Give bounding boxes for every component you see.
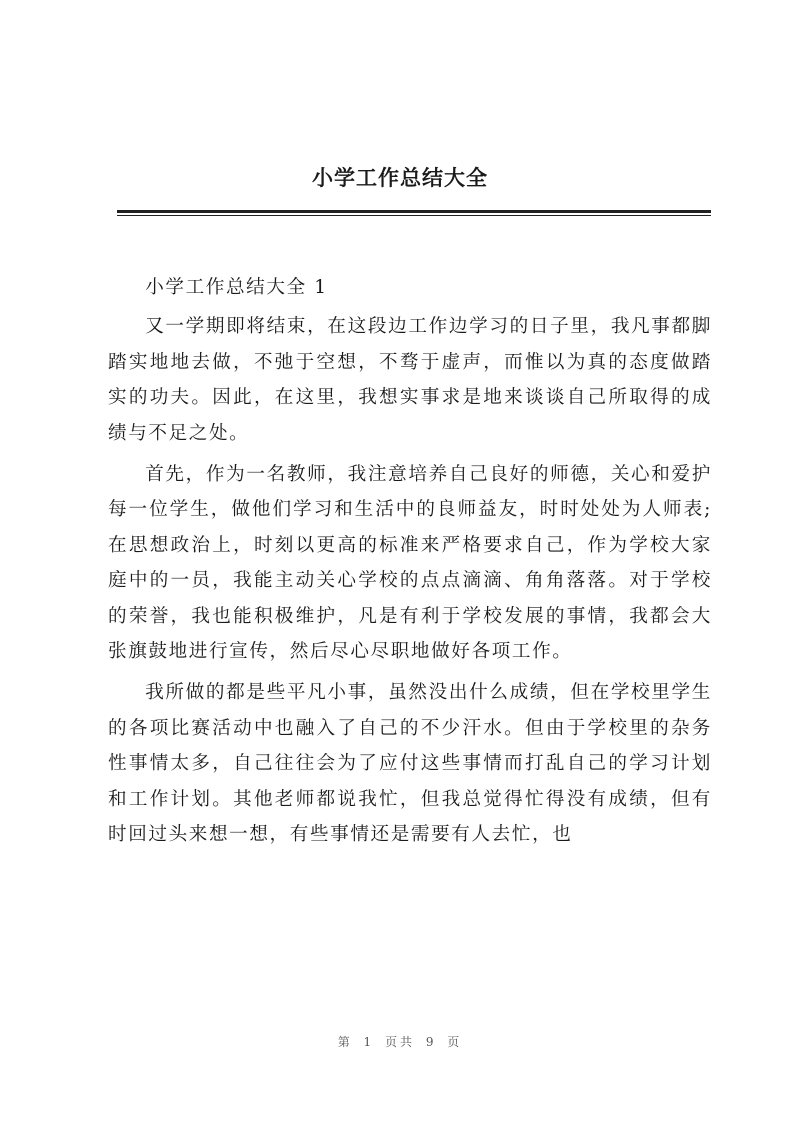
paragraph-2: 首先，作为一名教师，我注意培养自己良好的师德，关心和爱护每一位学生，做他们学习和生活中的良师益友，时时处处为人师表;在思想政治上，时刻以更高的标准来严格要求自己，作为学校大家庭中的一员，我能主动关心学校的点点滴滴、角角落落。对于学校的荣誉，我也能积极维护，凡是有利于学校发展的事情，我都会大张旗鼓地进行宣传，然后尽心尽职地做好各项工作。 — [108, 464, 712, 663]
document-title: 小学工作总结大全 — [312, 166, 488, 190]
title-divider-thin — [117, 215, 711, 216]
paragraph-3: 我所做的都是些平凡小事，虽然没出什么成绩，但在学校里学生的各项比赛活动中也融入了自己的不少汗水。但由于学校里的杂务性事情太多，自己往往会为了应付这些事情而打乱自己的学习计划和工作计划。其他老师都说我忙，但我总觉得忙得没有成绩，但有时回过头来想一想，有些事情还是需要有人去忙，也 — [108, 682, 712, 846]
paragraph-1: 又一学期即将结束，在这段边工作边学习的日子里，我凡事都脚踏实地地去做，不弛于空想，不骛于虚声，而惟以为真的态度做踏实的功夫。因此，在这里，我想实事求是地来谈谈自己所取得的成绩与不足之处。 — [108, 316, 712, 444]
page-number-footer: 第 1 页共 9 页 — [337, 1035, 463, 1049]
title-divider-thick — [117, 210, 711, 213]
section-heading: 小学工作总结大全 1 — [145, 277, 328, 298]
document-body — [108, 270, 712, 859]
